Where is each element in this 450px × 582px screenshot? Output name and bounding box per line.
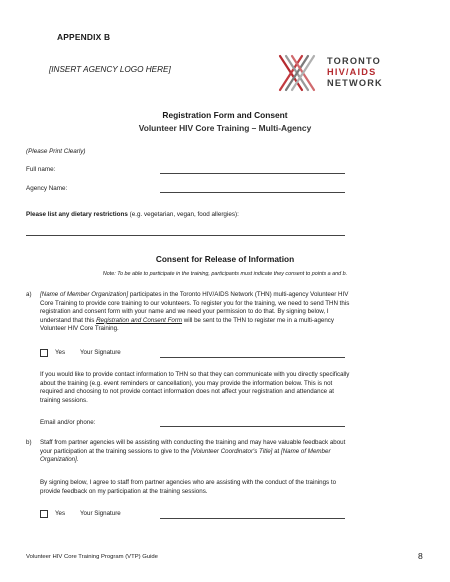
coordinator-title-placeholder: [Volunteer Coordinator's Title] — [191, 447, 273, 455]
point-a-line4 — [40, 317, 430, 326]
point-b-line2-mid: at — [272, 447, 281, 455]
point-b-sign-line1: By signing below, I agree to staff from partner agencies who are assisting with the conduct of the trainings to — [40, 479, 337, 486]
point-a-line2: Core Training to provide core training to our volunteers. To register you for the training, we need to send THN this — [40, 299, 350, 307]
member-org-placeholder-b-cont: Organization]. — [40, 456, 79, 464]
thn-logo-line2: HIV/AIDS — [327, 67, 377, 77]
form-title: Registration Form and Consent — [162, 110, 288, 120]
point-b-signature-label: Your Signature — [80, 510, 121, 517]
point-a-line1-text: participates in the Toronto HIV/AIDS Network (THN) multi-agency Volunteer HIV — [128, 291, 349, 298]
point-b-sign-line2: provide feedback on my participation at the training sessions. — [40, 487, 208, 495]
contact-line1: If you would like to provide contact information to THN so that they can communicate with you directly specifically — [40, 371, 350, 378]
point-b-signature-field[interactable] — [160, 518, 345, 519]
point-b-line3 — [40, 456, 435, 465]
full-name-label: Full name: — [26, 166, 56, 173]
agency-name-label: Agency Name: — [26, 185, 68, 192]
point-b-sign-paragraph — [40, 479, 435, 496]
dietary-label-bold: Please list any dietary restrictions — [26, 211, 128, 218]
appendix-heading: APPENDIX B — [57, 32, 111, 42]
point-a-line3: registration and consent form with your name and we need your permission to do that. By signing below, I — [40, 308, 329, 316]
print-clearly-note: (Please Print Clearly) — [26, 148, 86, 155]
point-b-marker: b) — [26, 439, 32, 446]
form-subtitle: Volunteer HIV Core Training – Multi-Agency — [138, 123, 312, 133]
dietary-restrictions-label — [26, 211, 239, 219]
member-org-placeholder: [Name of Member Organization] — [40, 291, 129, 298]
agency-logo-placeholder: [INSERT AGENCY LOGO HERE] — [49, 65, 171, 74]
point-a-yes-checkbox[interactable] — [40, 349, 48, 357]
full-name-field[interactable] — [160, 173, 345, 174]
consent-section-title: Consent for Release of Information — [155, 254, 295, 264]
registration-form-reference: Registration and Consent Form — [96, 316, 183, 324]
point-a-signature-field[interactable] — [160, 357, 345, 358]
point-b-yes-checkbox[interactable] — [40, 510, 48, 518]
point-a-line5: Volunteer HIV Core Training. — [40, 325, 119, 333]
point-a-line4-pre: understand that this — [40, 316, 97, 324]
contact-line4: training sessions. — [40, 396, 88, 404]
point-a-signature-label: Your Signature — [80, 349, 121, 356]
email-phone-field[interactable] — [160, 426, 345, 427]
point-b-paragraph — [40, 439, 435, 465]
point-b-yes-label: Yes — [55, 510, 66, 517]
dietary-label-examples: (e.g. vegetarian, vegan, food allergies): — [127, 211, 239, 218]
point-a-paragraph — [40, 291, 430, 334]
contact-line2: about the training (e.g. event reminders or cancellation), you may provide the information below. This is not — [40, 379, 333, 387]
contact-info-paragraph — [40, 371, 435, 405]
thn-logo-line3: NETWORK — [327, 78, 383, 88]
point-b-line1: Staff from partner agencies will be assisting with conducting the training and may have valuable feedback about — [40, 439, 346, 446]
thn-logo-line1: TORONTO — [327, 56, 382, 66]
agency-name-field[interactable] — [160, 192, 345, 193]
point-a-marker: a) — [26, 291, 32, 298]
email-phone-label: Email and/or phone: — [40, 419, 96, 426]
page-number: 8 — [418, 551, 423, 561]
point-a-line1 — [40, 291, 430, 300]
point-a-line4-post: will be sent to the THN to register me in a multi-agency — [182, 316, 334, 324]
consent-note: Note: To be able to participate in the training, participants must indicate they consent to points a and b. — [102, 271, 348, 277]
point-b-line2 — [40, 448, 435, 457]
member-org-placeholder-b: [Name of Member — [280, 447, 331, 455]
point-a-yes-label: Yes — [55, 349, 66, 356]
contact-line3: required and choosing to not provide contact information does not affect your registration and attendance at — [40, 388, 334, 396]
footer-text: Volunteer HIV Core Training Program (VTP) Guide — [26, 554, 158, 560]
dietary-restrictions-field[interactable] — [26, 235, 345, 236]
point-b-line2-pre: your participation at the training sessions to give to the — [40, 447, 191, 455]
thn-logo-text — [327, 56, 383, 89]
